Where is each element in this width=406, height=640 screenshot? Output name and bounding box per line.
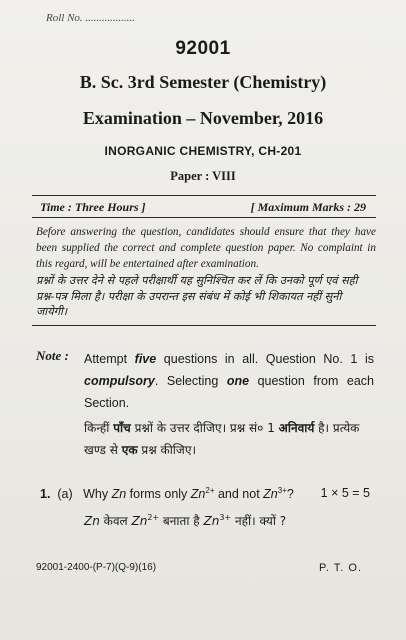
note-one: one: [226, 374, 250, 388]
note-five: five: [134, 352, 157, 366]
note-hi-one: एक: [121, 443, 138, 457]
header-rule: [32, 217, 376, 218]
question-1a-hindi: Zn केवल $Zn^{2+}$ बनाता है $Zn^{3+}$ नहीं। क्यों ?: [84, 513, 287, 528]
maximum-marks: [ Maximum Marks : 29: [250, 200, 366, 214]
question-part: (a): [57, 487, 73, 502]
note-english: Attempt five questions in all. Question No. 1 is compulsory. Selecting one question from each Section.: [84, 352, 375, 410]
degree-title: B. Sc. 3rd Semester (Chemistry): [79, 72, 327, 92]
top-rule: [32, 195, 376, 196]
time-allowed: Time : Three Hours ]: [40, 200, 146, 214]
note-label: Note :: [36, 348, 69, 363]
roll-number-field: Roll No. ..................: [46, 12, 135, 24]
note-hindi: किन्हीं पाँच प्रश्नों के उत्तर दीजिए। प्रश्न सं० 1 अनिवार्य है। प्रत्येक खण्ड से एक प्रश्न कीजिए।: [84, 421, 360, 457]
subject-title: INORGANIC CHEMISTRY, CH-201: [104, 144, 302, 158]
instructions-english: Before answering the question, candidates should ensure that they have been supplied the correct and complete question paper. No complaint in this regard, will be entertained after examination.: [36, 226, 376, 270]
instructions-rule: [32, 325, 376, 326]
note-hi-compulsory: अनिवार्य: [278, 421, 315, 435]
note-hi-five: पाँच: [113, 421, 131, 435]
paper-code: 92001: [175, 38, 231, 59]
question-marks: 1 × 5 = 5: [320, 486, 370, 500]
please-turn-over: P. T. O.: [318, 562, 362, 574]
question-number: 1.: [40, 487, 51, 502]
instructions-hindi: प्रश्नों के उत्तर देने से पहले परीक्षार्थी यह सुनिश्चित कर लें कि उनको पूर्ण एवं सही प्रश्न-पत्र मिला है। परीक्षा के उपरान्त इस संबंध में कोई भी शिकायत नहीं सुनी जायेगी।: [36, 274, 358, 318]
question-1a: 1. (a) Why Zn forms only $Zn^{2+}$ and not $Zn^{3+}$? 1 × 5 = 5: [40, 486, 370, 502]
exam-title: Examination – November, 2016: [82, 108, 324, 128]
note-compulsory: compulsory: [84, 374, 155, 388]
paper-number: Paper : VIII: [170, 169, 236, 183]
footer-print-code: 92001-2400-(P-7)(Q-9)(16): [36, 562, 157, 573]
